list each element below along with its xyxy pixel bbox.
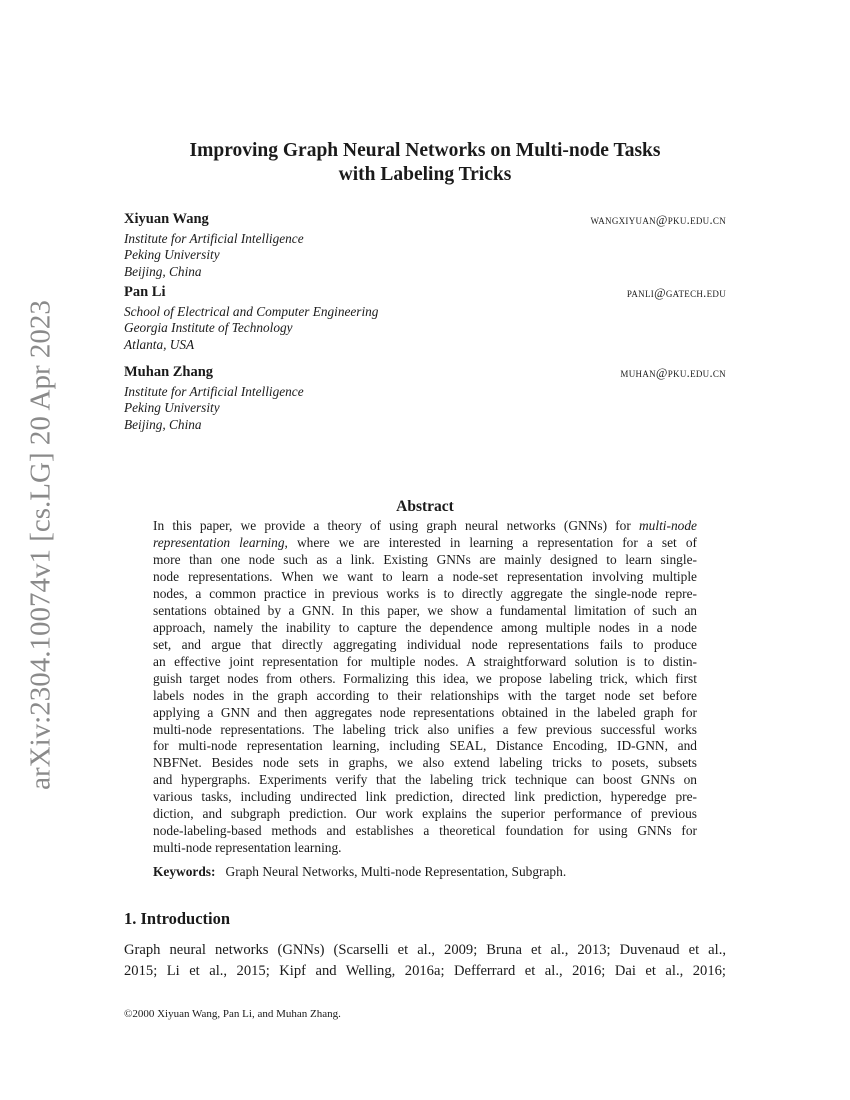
abstract-line: guish target nodes from others. Formalizing this idea, we propose labeling trick, which first [153, 670, 697, 686]
author-affiliation: School of Electrical and Computer Engineering [124, 304, 379, 319]
abstract-line: approach, namely the inability to capture the dependence among multiple nodes in a node [153, 619, 697, 635]
abstract-line: set, and argue that directly aggregating individual node representations fails to produce [153, 636, 697, 652]
abstract-line [153, 518, 697, 534]
author-affiliation: Georgia Institute of Technology [124, 320, 293, 336]
abstract-text: , where we are interested in learning a representation for a set of [284, 535, 697, 550]
author-email[interactable]: wangxiyuan@pku.edu.cn [590, 213, 726, 227]
abstract-line: NBFNet. Besides node sets in graphs, we also extend labeling tricks to posets, subsets [153, 755, 697, 771]
author-affiliation: Beijing, China [124, 416, 202, 432]
abstract-line: applying a GNN and then aggregates node representations obtained in the labeled graph for [153, 704, 697, 720]
author-affiliation: Institute for Artificial Intelligence [124, 384, 304, 399]
abstract-line: labels nodes in the graph according to their relationships with the target node set before [153, 687, 697, 703]
author-affiliation: Atlanta, USA [124, 336, 195, 352]
abstract-line: node representations. When we want to learn a node-set representation involving multiple [153, 568, 697, 584]
abstract-text: In this paper, we provide a theory of using graph neural networks (GNNs) for [153, 518, 639, 533]
intro-line: 2015; Li et al., 2015; Kipf and Welling, 2016a; Defferrard et al., 2016; Dai et al., 2016; [124, 963, 726, 979]
abstract-line: more than one node such as a link. Existing GNNs are mainly designed to learn single- [153, 552, 697, 567]
keywords [153, 864, 566, 880]
arxiv-stamp: arXiv:2304.10074v1 [cs.LG] 20 Apr 2023 [24, 300, 57, 790]
author-affiliation: Beijing, China [124, 263, 202, 279]
author-affiliation: Peking University [124, 400, 220, 416]
abstract-emphasis: multi-node [638, 518, 697, 533]
abstract-line: multi-node representation learning. [153, 840, 342, 856]
author-affiliation: Institute for Artificial Intelligence [124, 231, 304, 246]
author-name: Xiyuan Wang [124, 211, 209, 227]
abstract-line: node-labeling-based methods and establishes a theoretical foundation for using GNNs for [153, 823, 697, 839]
abstract-emphasis: representation learning [153, 535, 285, 550]
abstract-line: an effective joint representation for multiple nodes. A straightforward solution is to distin- [153, 653, 697, 669]
abstract-heading: Abstract [396, 498, 454, 515]
keywords-label: Keywords: [153, 864, 216, 879]
author-email[interactable]: panli@gatech.edu [626, 286, 726, 300]
section-heading-introduction: 1. Introduction [124, 909, 231, 928]
author-affiliation: Peking University [124, 247, 220, 263]
keywords-text: Graph Neural Networks, Multi-node Representation, Subgraph. [225, 864, 567, 879]
abstract-line: diction, and subgraph prediction. Our work explains the superior performance of previous [153, 806, 697, 822]
copyright-footer: ©2000 Xiyuan Wang, Pan Li, and Muhan Zhang. [124, 1008, 341, 1020]
abstract-line [153, 535, 697, 551]
author-email[interactable]: muhan@pku.edu.cn [620, 366, 726, 380]
abstract-line: for multi-node representation learning, including SEAL, Distance Encoding, ID-GNN, and [153, 738, 697, 754]
abstract-line: various tasks, including undirected link prediction, directed link prediction, hyperedge pre- [153, 789, 697, 805]
paper-title-line-2: with Labeling Tricks [338, 164, 512, 185]
abstract-line: multi-node representations. The labeling trick also unifies a few previous successful works [153, 721, 697, 737]
abstract-line: sentations obtained by a GNN. In this paper, we show a fundamental limitation of such an [153, 602, 697, 618]
abstract-line: and hypergraphs. Experiments verify that the labeling trick technique can boost GNNs on [153, 772, 697, 788]
author-name: Pan Li [124, 284, 166, 300]
paper-title-line-1: Improving Graph Neural Networks on Multi-node Tasks [189, 140, 661, 161]
intro-line: Graph neural networks (GNNs) (Scarselli et al., 2009; Bruna et al., 2013; Duvenaud et al., [124, 942, 726, 958]
abstract-line: nodes, a common practice in previous works is to directly aggregate the single-node repre- [153, 585, 697, 601]
author-name: Muhan Zhang [124, 364, 214, 380]
